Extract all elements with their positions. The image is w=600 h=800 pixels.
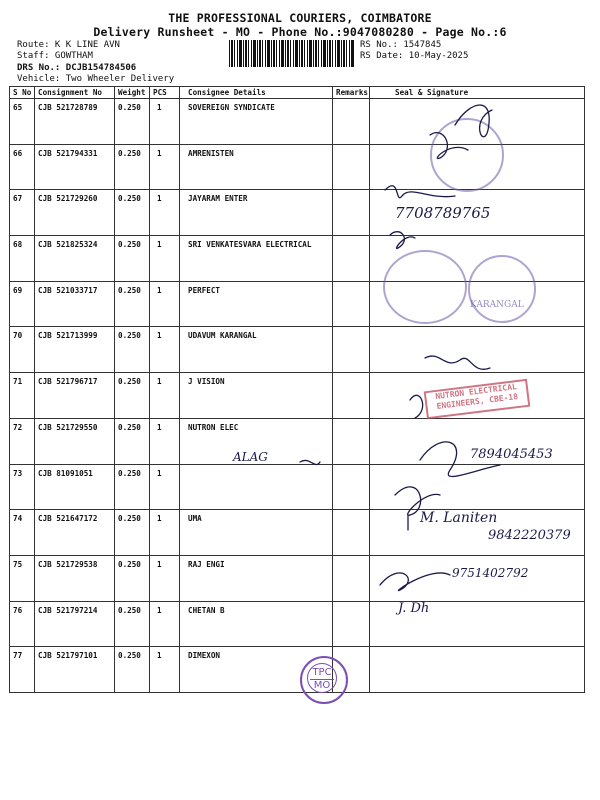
cell-consignee: UDAVUM KARANGAL bbox=[180, 327, 333, 373]
cell-weight: 0.250 bbox=[115, 510, 150, 556]
cell-pcs: 1 bbox=[150, 327, 180, 373]
cell-pcs: 1 bbox=[150, 373, 180, 419]
vehicle-label: Vehicle: Two Wheeler Delivery bbox=[17, 74, 175, 84]
cell-consignee: RAJ ENGI bbox=[180, 555, 333, 601]
cell-pcs: 1 bbox=[150, 464, 180, 510]
cell-consignment: CJB 521647172 bbox=[35, 510, 115, 556]
handwritten-phone-75: 9842220379 bbox=[488, 528, 571, 543]
cell-weight: 0.250 bbox=[115, 236, 150, 282]
cell-consignment: CJB 521797101 bbox=[35, 647, 115, 693]
cell-sno: 67 bbox=[10, 190, 35, 236]
cell-sno: 75 bbox=[10, 555, 35, 601]
handwritten-signature-77: J. Dh bbox=[398, 601, 430, 616]
initial-74 bbox=[300, 460, 320, 464]
document-title: THE PROFESSIONAL COURIERS, COIMBATORE bbox=[168, 11, 432, 25]
cell-consignment: CJB 521797214 bbox=[35, 601, 115, 647]
cell-consignment: CJB 521825324 bbox=[35, 236, 115, 282]
col-weight: Weight bbox=[115, 87, 150, 99]
drs-label: DRS No.: bbox=[17, 63, 61, 73]
cell-sno: 65 bbox=[10, 99, 35, 145]
cell-consignment: CJB 521713999 bbox=[35, 327, 115, 373]
document-subtitle: Delivery Runsheet - MO - Phone No.:9047080280 - Page No.:6 bbox=[93, 25, 507, 39]
col-remarks: Remarks bbox=[333, 87, 370, 99]
cell-consignee: CHETAN B bbox=[180, 601, 333, 647]
cell-sno: 72 bbox=[10, 418, 35, 464]
cell-sno: 73 bbox=[10, 464, 35, 510]
cell-consignee: SRI VENKATESVARA ELECTRICAL bbox=[180, 236, 333, 282]
handwritten-phone-73: 7894045453 bbox=[470, 447, 553, 462]
tpc-stamp-top: TPC bbox=[312, 667, 332, 678]
cell-pcs: 1 bbox=[150, 555, 180, 601]
cell-pcs: 1 bbox=[150, 190, 180, 236]
cell-consignment: CJB 521033717 bbox=[35, 281, 115, 327]
cell-consignee: PERFECT bbox=[180, 281, 333, 327]
signature-76 bbox=[380, 573, 450, 591]
cell-weight: 0.250 bbox=[115, 99, 150, 145]
cell-pcs: 1 bbox=[150, 418, 180, 464]
cell-pcs: 1 bbox=[150, 601, 180, 647]
cell-weight: 0.250 bbox=[115, 281, 150, 327]
cell-weight: 0.250 bbox=[115, 555, 150, 601]
cell-sno: 71 bbox=[10, 373, 35, 419]
cell-pcs: 1 bbox=[150, 236, 180, 282]
drs-value: DCJB154784506 bbox=[65, 63, 137, 73]
cell-weight: 0.250 bbox=[115, 464, 150, 510]
tpc-stamp-bottom: MO bbox=[313, 680, 331, 691]
cell-sno: 77 bbox=[10, 647, 35, 693]
cell-sno: 66 bbox=[10, 144, 35, 190]
nutron-stamp: NUTRON ELECTRICAL ENGINEERS, CBE-18 bbox=[424, 379, 531, 419]
signature-65 bbox=[455, 105, 492, 137]
cell-consignee: JAYARAM ENTER bbox=[180, 190, 333, 236]
rs-number: RS No.: 1547845 bbox=[360, 40, 442, 50]
cell-consignment: CJB 521729260 bbox=[35, 190, 115, 236]
handwritten-signature-75: M. Laniten bbox=[420, 510, 498, 526]
cell-sno: 69 bbox=[10, 281, 35, 327]
cell-consignee: NUTRON ELEC bbox=[180, 418, 333, 464]
cell-pcs: 1 bbox=[150, 99, 180, 145]
cell-consignee: UMA bbox=[180, 510, 333, 556]
cell-weight: 0.250 bbox=[115, 144, 150, 190]
cell-pcs: 1 bbox=[150, 281, 180, 327]
signature-67 bbox=[385, 186, 455, 198]
handwritten-note-74: ALAG bbox=[233, 450, 268, 464]
col-pcs: PCS bbox=[150, 87, 180, 99]
cell-consignment: CJB 521794331 bbox=[35, 144, 115, 190]
signature-68 bbox=[390, 232, 415, 249]
col-consignee: Consignee Details bbox=[180, 87, 333, 99]
cell-pcs: 1 bbox=[150, 510, 180, 556]
signature-66 bbox=[430, 133, 468, 159]
cell-weight: 0.250 bbox=[115, 373, 150, 419]
cell-consignment: CJB 521729538 bbox=[35, 555, 115, 601]
handwritten-phone-76: 9751402792 bbox=[452, 566, 529, 580]
cell-sno: 70 bbox=[10, 327, 35, 373]
cell-consignee: J VISION bbox=[180, 373, 333, 419]
cell-pcs: 1 bbox=[150, 647, 180, 693]
cell-consignment: CJB 521796717 bbox=[35, 373, 115, 419]
cell-sno: 68 bbox=[10, 236, 35, 282]
karangal-stamp-text: KARANGAL bbox=[470, 300, 524, 310]
rs-date: RS Date: 10-May-2025 bbox=[360, 51, 469, 61]
tpc-mo-stamp bbox=[300, 656, 348, 704]
cell-consignment: CJB 81091051 bbox=[35, 464, 115, 510]
cell-consignee: AMRENISTEN bbox=[180, 144, 333, 190]
signature-72 bbox=[410, 395, 423, 418]
cell-weight: 0.250 bbox=[115, 647, 150, 693]
handwritten-phone-67: 7708789765 bbox=[395, 204, 491, 222]
cell-consignee: SOVEREIGN SYNDICATE bbox=[180, 99, 333, 145]
col-consignment: Consignment No bbox=[35, 87, 115, 99]
col-seal: Seal & Signature bbox=[370, 87, 585, 99]
col-sno: S No bbox=[10, 87, 35, 99]
cell-weight: 0.250 bbox=[115, 601, 150, 647]
cell-consignment: CJB 521729550 bbox=[35, 418, 115, 464]
cell-weight: 0.250 bbox=[115, 418, 150, 464]
route-label: Route: K K LINE AVN bbox=[17, 40, 120, 50]
signature-71 bbox=[425, 356, 490, 369]
cell-sno: 76 bbox=[10, 601, 35, 647]
cell-weight: 0.250 bbox=[115, 190, 150, 236]
cell-sno: 74 bbox=[10, 510, 35, 556]
cell-pcs: 1 bbox=[150, 144, 180, 190]
cell-consignee: DIMEXON bbox=[180, 647, 333, 693]
cell-weight: 0.250 bbox=[115, 327, 150, 373]
cell-consignment: CJB 521728789 bbox=[35, 99, 115, 145]
staff-label: Staff: GOWTHAM bbox=[17, 51, 93, 61]
